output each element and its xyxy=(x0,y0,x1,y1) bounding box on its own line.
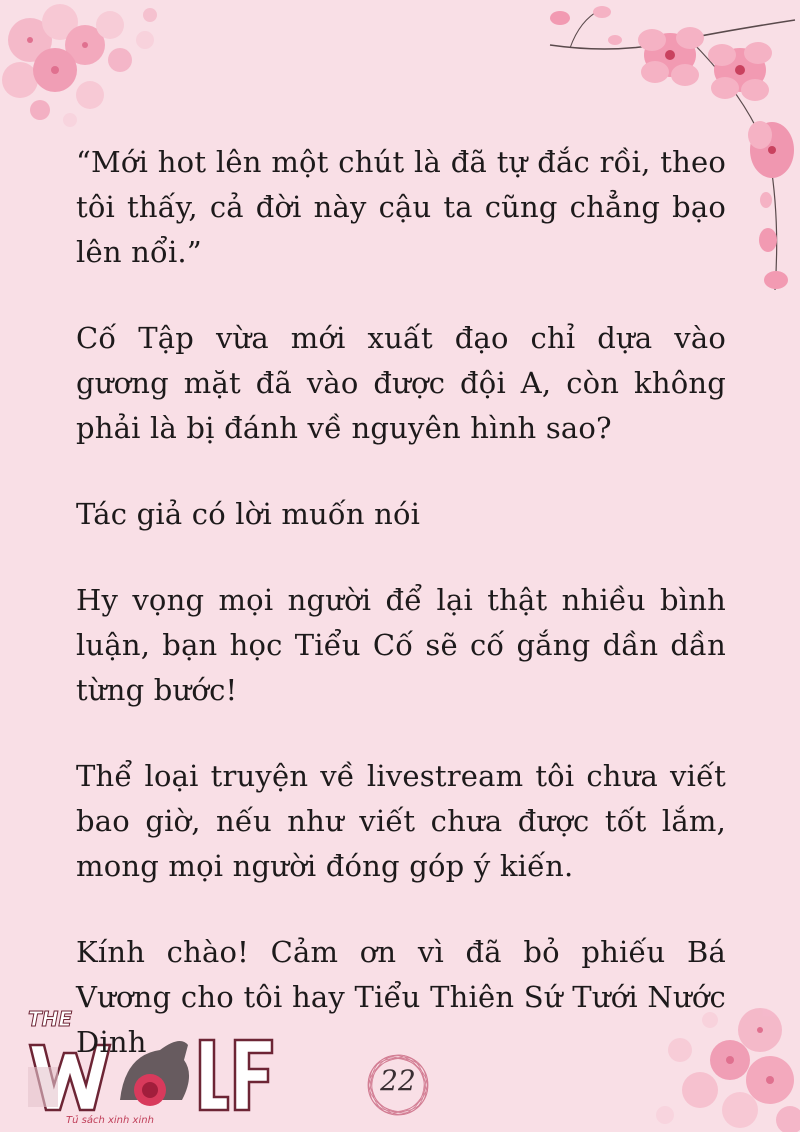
paragraph: Hy vọng mọi người để lại thật nhiều bình luận, bạn học Tiểu Cố sẽ cố gắng dần dần từng bước! xyxy=(76,583,726,707)
paragraph: Cố Tập vừa mới xuất đạo chỉ dựa vào gương mặt đã vào được đội A, còn không phải là bị đánh về nguyên hình sao? xyxy=(76,321,726,445)
paragraph: Thể loại truyện về livestream tôi chưa viết bao giờ, nếu như viết chưa được tốt lắm, mong mọi người đóng góp ý kiến. xyxy=(76,759,726,883)
paragraph: “Mới hot lên một chút là đã tự đắc rồi, theo tôi thấy, cả đời này cậu ta cũng chẳng bạo lên nổi.” xyxy=(76,145,726,269)
blossom-cluster-top-left-decoration xyxy=(0,0,190,140)
paragraph: Kính chào! Cảm ơn vì đã bỏ phiếu Bá Vương cho tôi hay Tiểu Thiên Sứ Tưới Nước Dinh xyxy=(76,935,726,1059)
page-number-badge xyxy=(356,1050,440,1120)
chapter-text xyxy=(76,140,726,1065)
logo-tagline: Tủ sách xinh xinh xyxy=(66,1115,154,1126)
paragraph: Tác giả có lời muốn nói xyxy=(76,497,421,531)
page-number: 22 xyxy=(380,1064,416,1097)
logo-prefix: THE xyxy=(28,1007,73,1031)
